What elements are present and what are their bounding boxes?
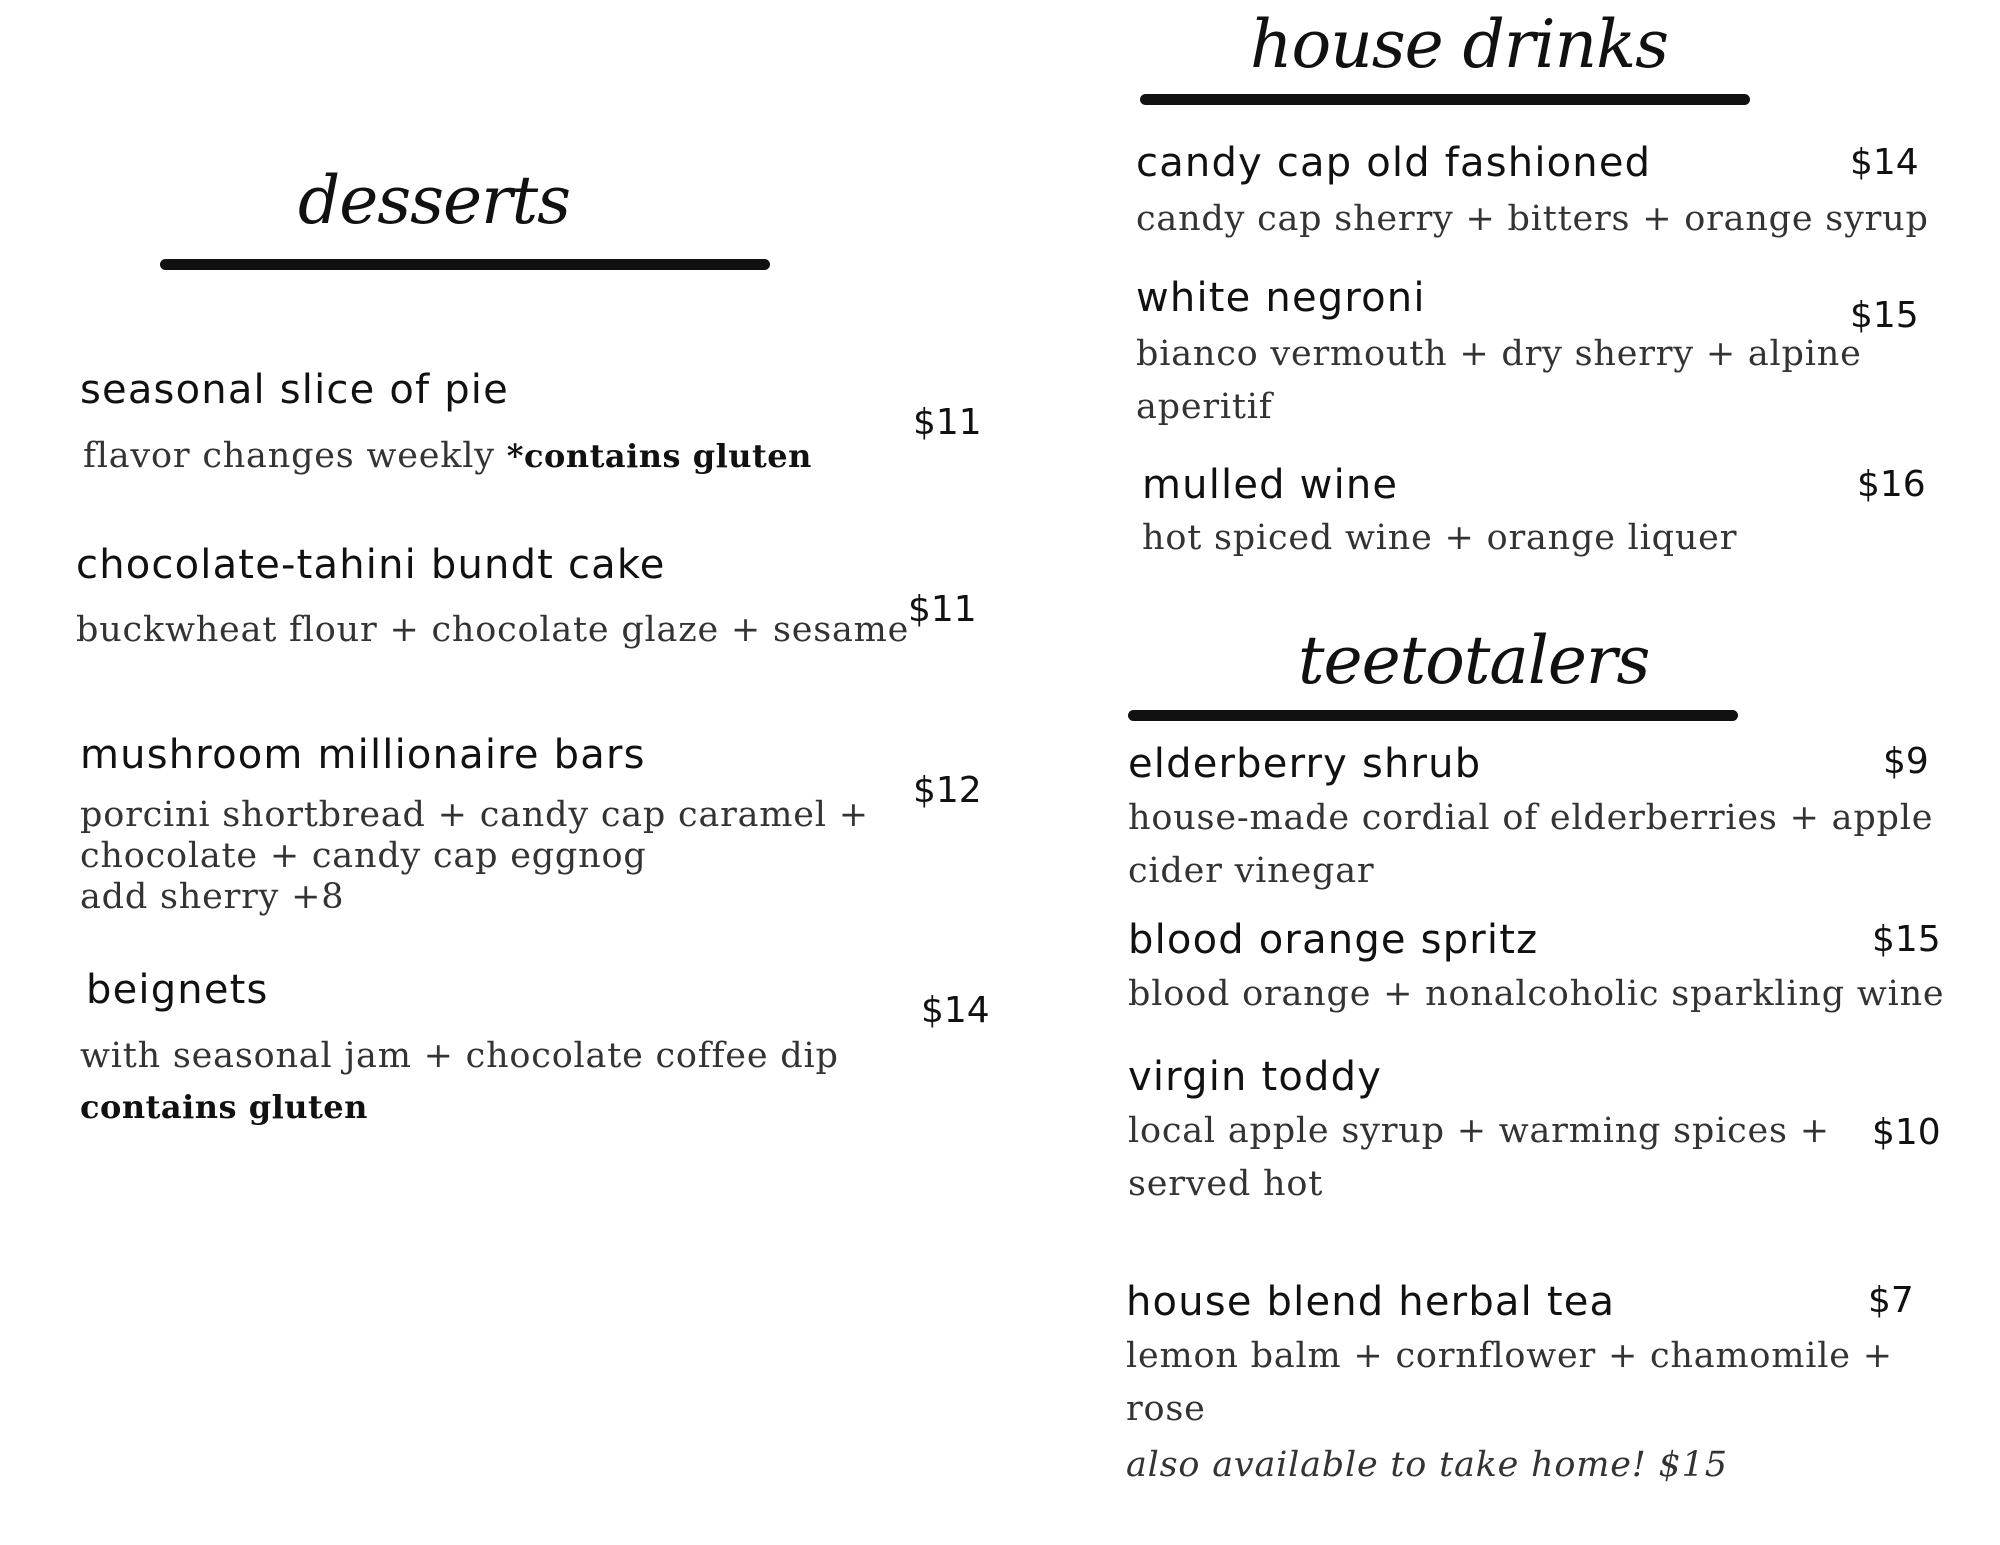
menu-item-description: with seasonal jam + chocolate coffee dip bbox=[80, 1036, 839, 1076]
description-line: rose bbox=[1126, 1388, 1206, 1429]
menu-item-name: house blend herbal tea bbox=[1126, 1279, 1616, 1325]
menu-item-description bbox=[1128, 1105, 1830, 1210]
menu-item-price: $12 bbox=[913, 770, 982, 811]
gluten-warning: *contains gluten bbox=[506, 437, 812, 475]
description-line: add sherry +8 bbox=[80, 876, 345, 917]
description-line: aperitif bbox=[1136, 386, 1273, 427]
desserts-divider bbox=[160, 259, 770, 270]
description-line: local apple syrup + warming spices + bbox=[1128, 1111, 1830, 1151]
menu-item-name: elderberry shrub bbox=[1128, 741, 1482, 787]
menu-item-price: $11 bbox=[908, 589, 977, 630]
menu-item-description bbox=[80, 795, 869, 918]
menu-item-description bbox=[83, 430, 812, 483]
menu-item-name: blood orange spritz bbox=[1128, 917, 1539, 963]
menu-item-name: mulled wine bbox=[1142, 462, 1399, 508]
menu-item-name: virgin toddy bbox=[1128, 1054, 1383, 1100]
desserts-heading: desserts bbox=[298, 162, 571, 239]
teetotalers-heading: teetotalers bbox=[1298, 622, 1650, 699]
menu-item-name: mushroom millionaire bars bbox=[80, 732, 646, 778]
description-line: served hot bbox=[1128, 1163, 1324, 1204]
menu-item-price: $15 bbox=[1872, 919, 1941, 960]
menu-item-price: $11 bbox=[913, 402, 982, 443]
take-home-note: also available to take home! $15 bbox=[1126, 1445, 1728, 1485]
description-line: porcini shortbread + candy cap caramel + bbox=[80, 795, 869, 835]
menu-item-description: hot spiced wine + orange liquer bbox=[1142, 518, 1738, 558]
description-line: house-made cordial of elderberries + apple bbox=[1128, 798, 1934, 838]
description-text: flavor changes weekly bbox=[83, 436, 495, 476]
menu-item-description bbox=[1126, 1330, 1893, 1435]
menu-item-name: candy cap old fashioned bbox=[1136, 140, 1652, 186]
house-drinks-heading: house drinks bbox=[1250, 6, 1668, 83]
menu-item-price: $14 bbox=[921, 990, 990, 1031]
menu-item-price: $7 bbox=[1868, 1280, 1914, 1321]
menu-item-description bbox=[1136, 328, 1862, 433]
menu-item-description: candy cap sherry + bitters + orange syrup bbox=[1136, 199, 1929, 239]
menu-item-price: $9 bbox=[1883, 741, 1929, 782]
gluten-warning: contains gluten bbox=[80, 1088, 368, 1126]
menu-item-price: $10 bbox=[1872, 1112, 1941, 1153]
menu-item-name: chocolate-tahini bundt cake bbox=[76, 542, 666, 588]
menu-item-price: $14 bbox=[1850, 142, 1919, 183]
description-line: lemon balm + cornflower + chamomile + bbox=[1126, 1336, 1893, 1376]
teetotalers-divider bbox=[1128, 710, 1738, 721]
menu-item-name: seasonal slice of pie bbox=[80, 367, 509, 413]
menu-item-price: $15 bbox=[1850, 295, 1919, 336]
menu-item-name: white negroni bbox=[1136, 275, 1426, 321]
description-line: chocolate + candy cap eggnog bbox=[80, 835, 647, 876]
menu-item-description bbox=[1128, 792, 1933, 897]
menu-item-description: blood orange + nonalcoholic sparkling wine bbox=[1128, 974, 1945, 1014]
description-line: cider vinegar bbox=[1128, 850, 1375, 891]
house-drinks-divider bbox=[1140, 94, 1750, 105]
menu-item-name: beignets bbox=[86, 967, 269, 1013]
menu-item-description: buckwheat flour + chocolate glaze + sesame bbox=[76, 610, 910, 650]
description-line: bianco vermouth + dry sherry + alpine bbox=[1136, 334, 1862, 374]
menu-item-price: $16 bbox=[1857, 464, 1926, 505]
